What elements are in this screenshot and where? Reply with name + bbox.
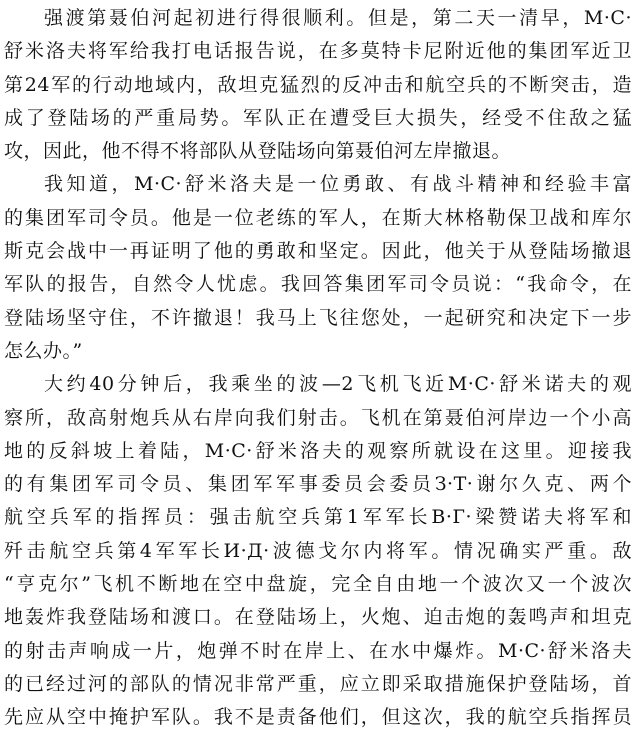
text-line: 第24军的行动地域内，敌坦克猛烈的反冲击和航空兵的不断突击，造 [4,73,632,96]
text-line: 航空兵军的指挥员：强击航空兵第1军军长В·Г·梁赞诺夫将军和 [4,506,632,529]
text-line: 斯克会战中一再证明了他的勇敢和坚定。因此，他关于从登陆场撤退 [4,240,632,263]
text-line: 察所，敌高射炮兵从右岸向我们射击。飞机在第聂伯河岸边一个小高 [4,406,632,429]
text-line: 我知道，M·C·舒米洛夫是一位勇敢、有战斗精神和经验丰富 [44,173,632,196]
text-line: 攻，因此，他不得不将部队从登陆场向第聂伯河左岸撤退。 [4,140,512,163]
paragraph-3 [4,368,632,734]
text-line: 强渡第聂伯河起初进行得很顺利。但是，第二天一清早，M·C· [44,7,632,29]
text-line: 的有集团军司令员、集团军军事委员会委员З·Т·谢尔久克、两个 [4,473,632,496]
text-line: 成了登陆场的严重局势。军队正在遭受巨大损失，经受不住敌之猛 [4,106,632,129]
text-line: 大约40分钟后，我乘坐的波—2飞机飞近M·C·舒米诺夫的观 [44,373,632,396]
text-line: 军队的报告，自然令人忧虑。我回答集团军司令员说：“我命令，在 [4,273,632,296]
text-line: 先应从空中掩护军队。我不是责备他们，但这次，我的航空兵指挥员 [4,706,632,729]
text-line: 地轰炸我登陆场和渡口。在登陆场上，火炮、迫击炮的轰鸣声和坦克 [4,606,632,629]
paragraph-1 [4,2,632,168]
text-line: 的射击声响成一片，炮弹不时在岸上、在水中爆炸。M·C·舒米洛夫 [4,639,632,662]
text-line: 的集团军司令员。他是一位老练的军人，在斯大林格勒保卫战和库尔 [4,206,632,229]
text-line: 怎么办。” [4,339,83,362]
text-line: 歼击航空兵第4军军长И·Д·波德戈尔内将军。情况确实严重。敌 [4,539,632,562]
text-line: “亨克尔”飞机不断地在空中盘旋，完全自由地一个波次又一个波次 [4,573,632,596]
text-line: 的已经过河的部队的情况非常严重，应立即采取措施保护登陆场，首 [4,672,632,695]
text-line: 登陆场坚守住，不许撤退！我马上飞往您处，一起研究和决定下一步 [4,306,632,329]
text-line: 地的反斜坡上着陆，M·C·舒米洛夫的观察所就设在这里。迎接我 [4,439,632,462]
paragraph-2 [4,168,632,368]
text-line: 舒米洛夫将军给我打电话报告说，在多莫特卡尼附近他的集团军近卫 [4,40,632,63]
